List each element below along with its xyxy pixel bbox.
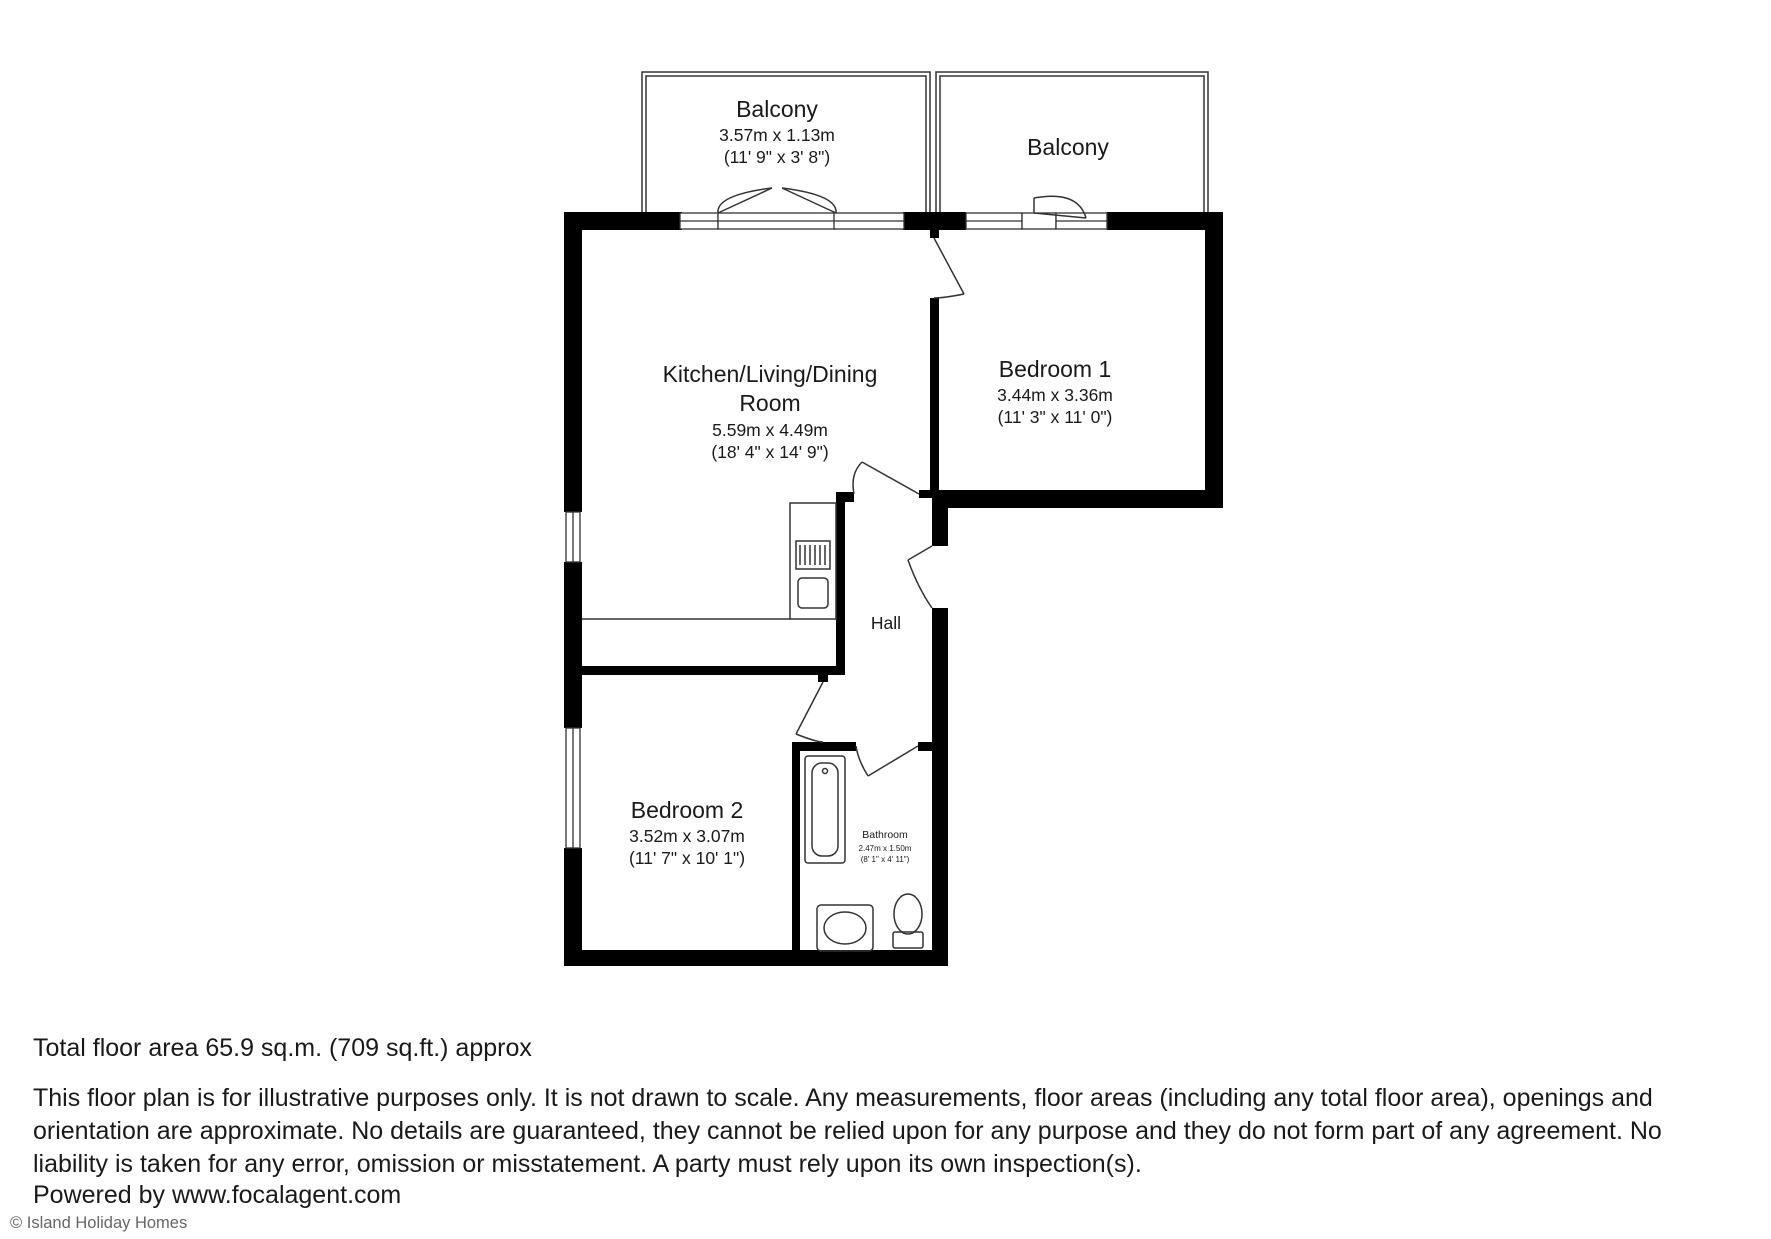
- kitchen-name-line1: Kitchen/Living/Dining: [662, 361, 878, 387]
- balcony-left-name: Balcony: [736, 96, 818, 122]
- disclaimer-text: This floor plan is for illustrative purposes only. It is not drawn to scale. Any measurements, floor areas (including any total floor area), openings and orientation are approximate. No details are guaranteed, they cannot be relied upon for any purpose and they do not form part of any agreement. No liability is taken for any error, omission or misstatement. A party must rely upon its own inspection(s).: [33, 1084, 1662, 1178]
- hall-name: Hall: [870, 613, 902, 633]
- powered-by-text: Powered by www.focalagent.com: [33, 1181, 402, 1209]
- kitchen-metric: 5.59m x 4.49m: [712, 420, 828, 440]
- copyright-text: © Island Holiday Homes: [10, 1214, 188, 1232]
- bedroom1-imperial: (11' 3" x 11' 0"): [997, 407, 1113, 427]
- bedroom2-name: Bedroom 2: [630, 797, 744, 823]
- bedroom2-metric: 3.52m x 3.07m: [629, 826, 745, 846]
- bedroom1-name: Bedroom 1: [998, 356, 1112, 382]
- balcony-left-metric: 3.57m x 1.13m: [719, 125, 835, 145]
- doors: [718, 188, 1086, 776]
- balcony-left-imperial: (11' 9" x 3' 8"): [723, 147, 831, 167]
- bedroom1-metric: 3.44m x 3.36m: [997, 385, 1113, 405]
- balcony-right-name: Balcony: [1027, 134, 1109, 160]
- bathroom-name: Bathroom: [862, 829, 908, 841]
- bedroom2-imperial: (11' 7" x 10' 1"): [628, 848, 746, 868]
- kitchen-name-line2: Room: [739, 390, 801, 416]
- total-floor-area: Total floor area 65.9 sq.m. (709 sq.ft.) approx: [33, 1034, 532, 1062]
- kitchen-imperial: (18' 4" x 14' 9"): [711, 442, 829, 462]
- bathroom-imperial: (8' 1" x 4' 11"): [860, 855, 910, 864]
- bathroom-fixtures: [805, 756, 923, 951]
- bathroom-metric: 2.47m x 1.50m: [858, 844, 912, 853]
- kitchen-counter: [582, 503, 836, 619]
